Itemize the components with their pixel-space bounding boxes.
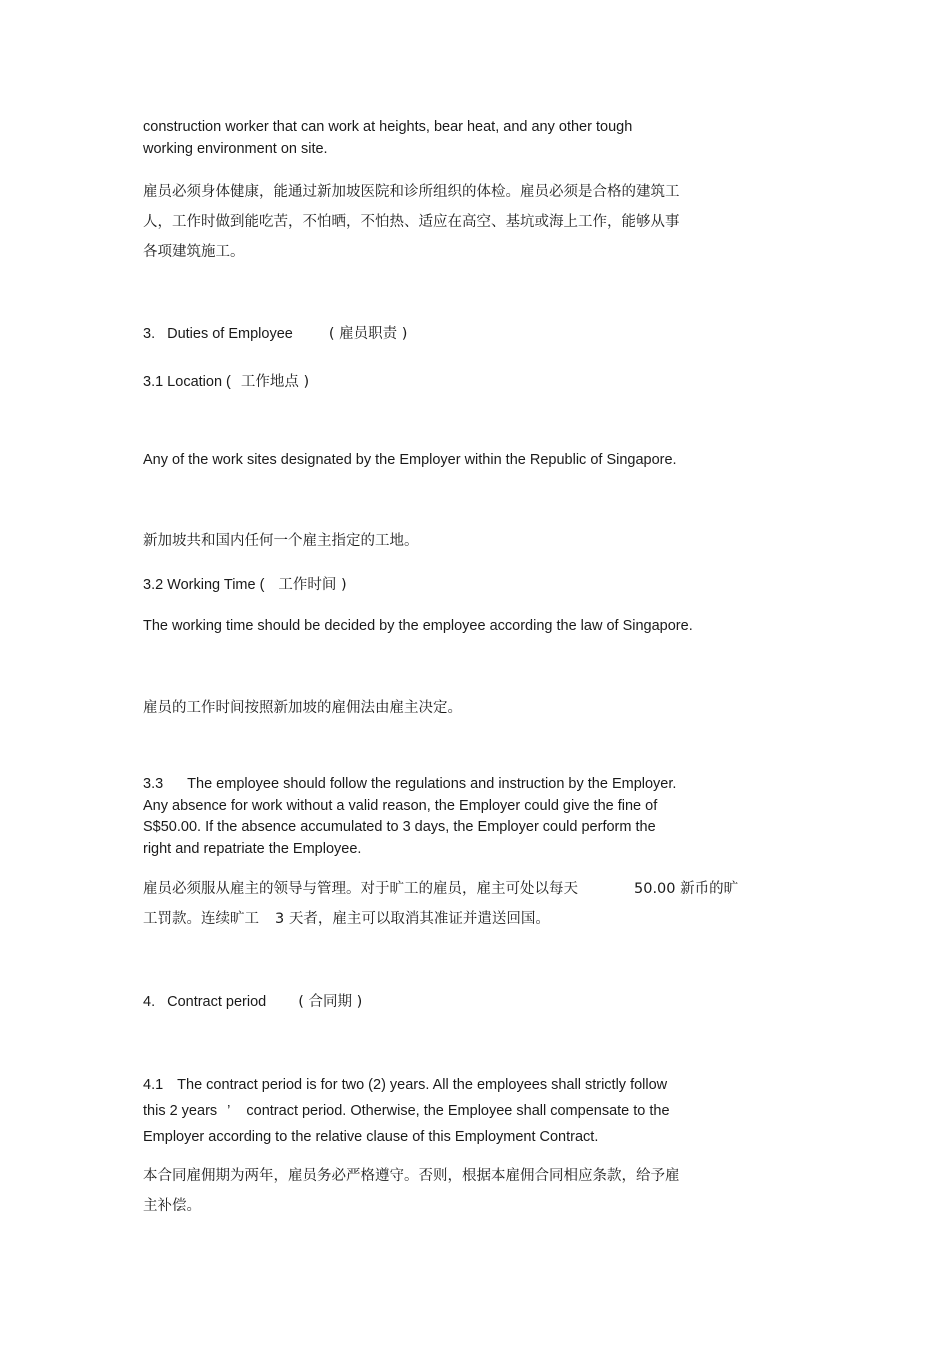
section-3-2-heading: 3.2 Working Time ( 工作时间 ) (143, 577, 347, 593)
text-line: Employer according to the relative clause of this Employment Contract. (143, 1129, 599, 1145)
text-line: construction worker that can work at heights, bear heat, and any other tough (143, 119, 633, 135)
text-line: 主补偿。 (143, 1198, 201, 1214)
section-3-3-zh (143, 874, 738, 934)
text-line: 3.3 The employee should follow the regulations and instruction by the Employer. (143, 776, 677, 792)
section-3-2-zh: 雇员的工作时间按照新加坡的雇佣法由雇主决定。 (143, 700, 462, 716)
section-3-1-en: Any of the work sites designated by the Employer within the Republic of Singapore. (143, 452, 677, 468)
text-line: S$50.00. If the absence accumulated to 3 days, the Employer could perform the (143, 819, 656, 835)
section-4-1-en (143, 1072, 670, 1150)
section-3-1-heading: 3.1 Location ( 工作地点 ) (143, 374, 310, 390)
text-line: Any absence for work without a valid reason, the Employer could give the fine of (143, 797, 658, 814)
text-line: working environment on site. (143, 140, 328, 157)
section-4-1-zh (143, 1161, 680, 1221)
text-line: 雇员必须服从雇主的领导与管理。对于旷工的雇员，雇主可处以每天 50.00 新币的旷 (143, 881, 739, 897)
text-line: right and repatriate the Employee. (143, 840, 362, 857)
section-3-1-zh: 新加坡共和国内任何一个雇主指定的工地。 (143, 533, 419, 549)
text-line: 各项建筑施工。 (143, 244, 245, 260)
section-3-2-en: The working time should be decided by the employee according the law of Singapore. (143, 618, 693, 634)
text-line: 人，工作时做到能吃苦，不怕晒，不怕热、适应在高空、基坑或海上工作，能够从事 (143, 214, 680, 230)
section-3-heading: 3. Duties of Employee ( 雇员职责 ) (143, 326, 408, 342)
text-line: 工罚款。连续旷工 3 天者，雇主可以取消其准证并遣送回国。 (143, 911, 550, 927)
text-line: 4.1 The contract period is for two (2) years. All the employees shall strictly follow (143, 1077, 668, 1093)
paragraph-zh-requirements (143, 177, 680, 267)
text-line: this 2 years ’ contract period. Otherwise, the Employee shall compensate to the (143, 1103, 670, 1119)
section-3-3-en (143, 774, 676, 860)
paragraph-en-requirements (143, 117, 632, 160)
section-4-heading: 4. Contract period ( 合同期 ) (143, 994, 363, 1010)
text-line: 雇员必须身体健康，能通过新加坡医院和诊所组织的体检。雇员必须是合格的建筑工 (143, 184, 680, 200)
text-line: 本合同雇佣期为两年，雇员务必严格遵守。否则，根据本雇佣合同相应条款，给予雇 (143, 1168, 680, 1184)
